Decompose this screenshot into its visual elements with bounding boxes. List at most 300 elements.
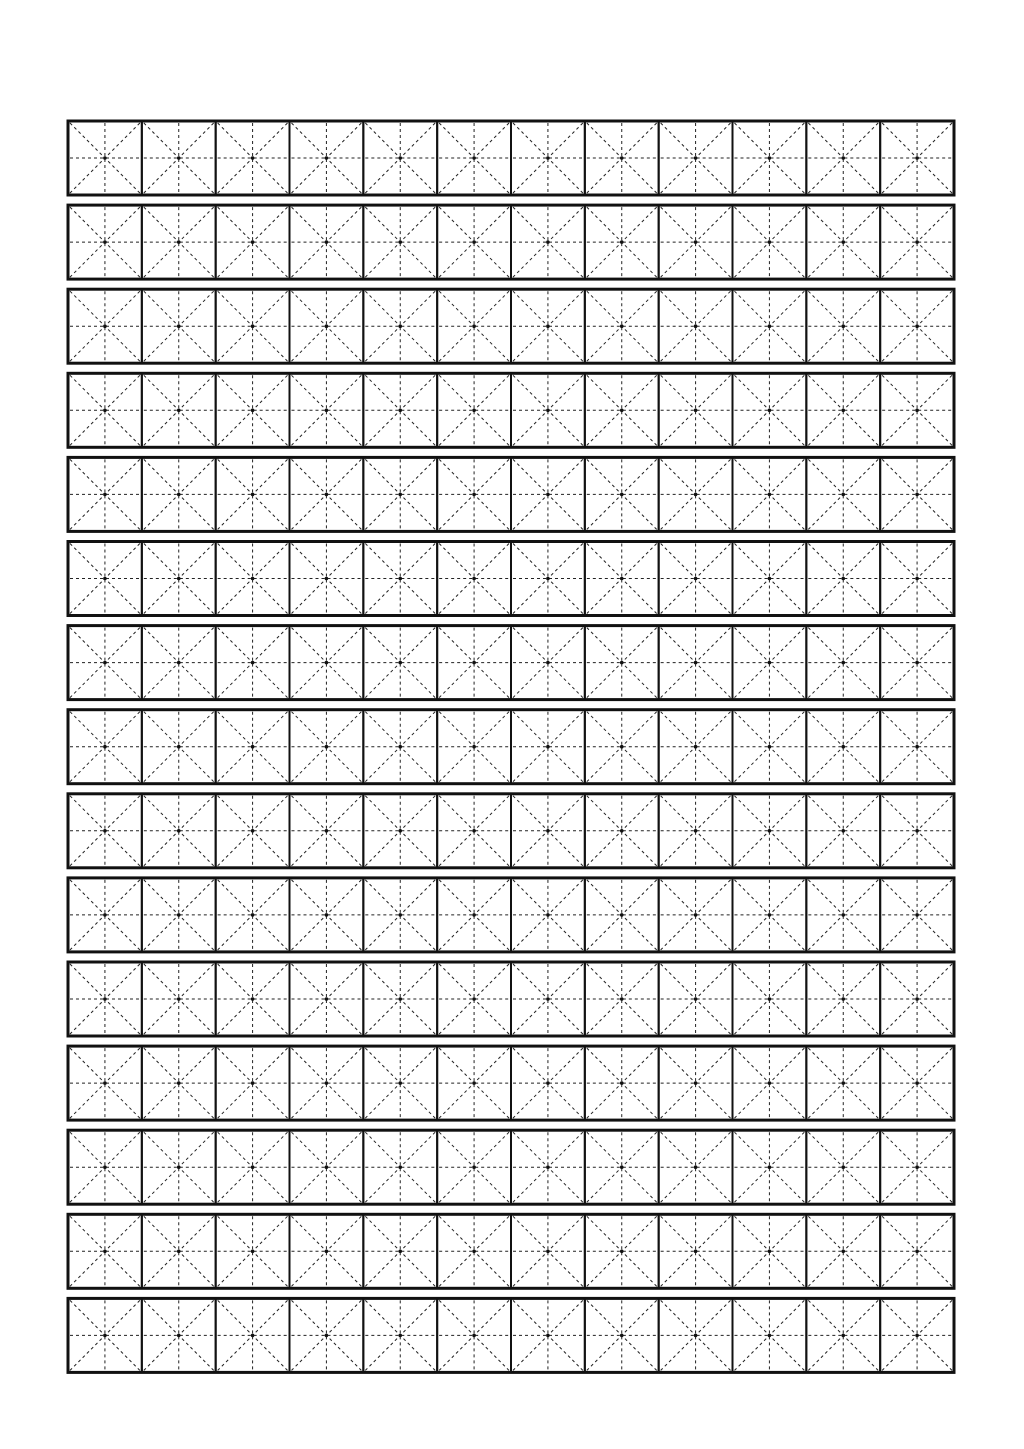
mi-cell	[290, 1130, 364, 1204]
center-dot	[768, 745, 772, 749]
center-dot	[841, 1165, 845, 1169]
mi-cell	[511, 1046, 585, 1120]
center-dot	[768, 324, 772, 328]
mi-cell	[363, 1130, 437, 1204]
center-dot	[103, 577, 107, 581]
mi-cell	[363, 626, 437, 700]
mi-cell	[659, 373, 733, 447]
mi-cell	[585, 289, 659, 363]
mi-cell	[733, 878, 807, 952]
center-dot	[694, 324, 698, 328]
center-dot	[546, 997, 550, 1001]
mi-cell	[68, 205, 142, 279]
mi-cell	[216, 878, 290, 952]
center-dot	[103, 829, 107, 833]
center-dot	[694, 1081, 698, 1085]
grid-row	[68, 121, 954, 195]
mi-cell	[806, 1214, 880, 1288]
center-dot	[177, 240, 181, 244]
mi-cell	[437, 1214, 511, 1288]
mi-cell	[806, 1130, 880, 1204]
center-dot	[546, 1081, 550, 1085]
mi-cell	[585, 542, 659, 616]
center-dot	[694, 913, 698, 917]
mi-cell	[290, 1298, 364, 1372]
center-dot	[841, 409, 845, 413]
center-dot	[251, 156, 255, 160]
center-dot	[177, 829, 181, 833]
mi-cell	[806, 710, 880, 784]
mi-cell	[880, 1046, 954, 1120]
mi-cell	[363, 1214, 437, 1288]
center-dot	[768, 661, 772, 665]
mi-cell	[437, 1046, 511, 1120]
mi-cell	[733, 626, 807, 700]
mi-cell	[290, 626, 364, 700]
mi-cell	[585, 962, 659, 1036]
center-dot	[620, 997, 624, 1001]
center-dot	[915, 493, 919, 497]
mi-cell	[363, 1298, 437, 1372]
mi-cell	[880, 710, 954, 784]
center-dot	[251, 997, 255, 1001]
mi-cell	[68, 626, 142, 700]
center-dot	[841, 1334, 845, 1338]
center-dot	[472, 997, 476, 1001]
mi-cell	[585, 626, 659, 700]
center-dot	[251, 1250, 255, 1254]
mi-cell	[68, 878, 142, 952]
mi-cell	[880, 1214, 954, 1288]
mi-cell	[585, 710, 659, 784]
mi-cell	[511, 1130, 585, 1204]
center-dot	[694, 661, 698, 665]
center-dot	[177, 661, 181, 665]
center-dot	[177, 409, 181, 413]
center-dot	[325, 1165, 329, 1169]
center-dot	[325, 156, 329, 160]
mi-cell	[659, 457, 733, 531]
mi-cell	[68, 542, 142, 616]
mi-cell	[585, 457, 659, 531]
mi-cell	[68, 962, 142, 1036]
center-dot	[915, 324, 919, 328]
mi-cell	[733, 289, 807, 363]
mi-cell	[511, 289, 585, 363]
mi-cell	[880, 626, 954, 700]
center-dot	[546, 1250, 550, 1254]
mi-cell	[733, 121, 807, 195]
mi-cell	[733, 1214, 807, 1288]
center-dot	[472, 1165, 476, 1169]
mi-cell	[511, 710, 585, 784]
mi-cell	[142, 542, 216, 616]
center-dot	[472, 1081, 476, 1085]
mi-cell	[142, 962, 216, 1036]
mi-cell	[733, 710, 807, 784]
center-dot	[915, 1081, 919, 1085]
center-dot	[251, 829, 255, 833]
center-dot	[841, 829, 845, 833]
mi-cell	[733, 542, 807, 616]
center-dot	[694, 997, 698, 1001]
mi-cell	[437, 457, 511, 531]
grid-row	[68, 373, 954, 447]
grid-row	[68, 794, 954, 868]
center-dot	[251, 577, 255, 581]
center-dot	[251, 493, 255, 497]
center-dot	[841, 1250, 845, 1254]
mi-cell	[142, 794, 216, 868]
mi-cell	[806, 962, 880, 1036]
center-dot	[398, 997, 402, 1001]
mi-cell	[68, 1214, 142, 1288]
center-dot	[546, 493, 550, 497]
mi-cell	[806, 1298, 880, 1372]
center-dot	[325, 493, 329, 497]
mi-cell	[585, 1046, 659, 1120]
mi-cell	[216, 1046, 290, 1120]
mi-cell	[142, 1298, 216, 1372]
mi-cell	[142, 205, 216, 279]
mi-cell	[290, 710, 364, 784]
center-dot	[325, 913, 329, 917]
mi-cell	[437, 373, 511, 447]
grid-row	[68, 1298, 954, 1372]
center-dot	[177, 1081, 181, 1085]
mi-cell	[68, 1298, 142, 1372]
mi-cell	[290, 1214, 364, 1288]
center-dot	[251, 1081, 255, 1085]
mi-cell	[880, 878, 954, 952]
mi-cell	[806, 878, 880, 952]
mi-cell	[290, 121, 364, 195]
center-dot	[398, 493, 402, 497]
mi-cell	[511, 794, 585, 868]
center-dot	[694, 1165, 698, 1169]
center-dot	[620, 1250, 624, 1254]
center-dot	[841, 324, 845, 328]
grid-row	[68, 457, 954, 531]
mi-cell	[880, 1298, 954, 1372]
center-dot	[546, 829, 550, 833]
mi-cell	[363, 794, 437, 868]
center-dot	[620, 1334, 624, 1338]
mi-cell	[142, 626, 216, 700]
mi-cell	[659, 289, 733, 363]
center-dot	[620, 745, 624, 749]
center-dot	[103, 661, 107, 665]
center-dot	[841, 240, 845, 244]
mi-cell	[659, 121, 733, 195]
mi-cell	[68, 1046, 142, 1120]
mi-cell	[216, 457, 290, 531]
center-dot	[325, 661, 329, 665]
center-dot	[915, 661, 919, 665]
center-dot	[694, 577, 698, 581]
mi-cell	[585, 794, 659, 868]
mi-cell	[437, 121, 511, 195]
mi-cell	[585, 121, 659, 195]
mi-cell	[511, 626, 585, 700]
center-dot	[325, 240, 329, 244]
center-dot	[841, 745, 845, 749]
center-dot	[620, 324, 624, 328]
mi-cell	[437, 878, 511, 952]
mi-cell	[437, 289, 511, 363]
grid-row	[68, 205, 954, 279]
mi-cell	[142, 710, 216, 784]
mi-cell	[363, 1046, 437, 1120]
mi-cell	[363, 878, 437, 952]
center-dot	[103, 240, 107, 244]
mi-cell	[142, 1046, 216, 1120]
center-dot	[841, 577, 845, 581]
center-dot	[325, 1334, 329, 1338]
center-dot	[915, 913, 919, 917]
center-dot	[398, 156, 402, 160]
center-dot	[177, 577, 181, 581]
center-dot	[325, 577, 329, 581]
center-dot	[915, 997, 919, 1001]
mi-cell	[68, 457, 142, 531]
mi-cell	[733, 794, 807, 868]
center-dot	[325, 745, 329, 749]
center-dot	[103, 1250, 107, 1254]
mi-cell	[290, 962, 364, 1036]
center-dot	[103, 324, 107, 328]
mi-cell	[733, 1298, 807, 1372]
mi-cell	[585, 1214, 659, 1288]
mi-cell	[511, 542, 585, 616]
center-dot	[768, 997, 772, 1001]
center-dot	[472, 913, 476, 917]
mi-cell	[733, 962, 807, 1036]
center-dot	[768, 409, 772, 413]
center-dot	[103, 156, 107, 160]
center-dot	[472, 324, 476, 328]
center-dot	[398, 661, 402, 665]
center-dot	[620, 913, 624, 917]
mi-cell	[437, 1130, 511, 1204]
center-dot	[398, 1165, 402, 1169]
center-dot	[103, 1081, 107, 1085]
center-dot	[768, 156, 772, 160]
mi-cell	[511, 1298, 585, 1372]
center-dot	[251, 324, 255, 328]
center-dot	[915, 240, 919, 244]
mi-cell	[142, 1130, 216, 1204]
mi-cell	[363, 962, 437, 1036]
center-dot	[398, 240, 402, 244]
mi-cell	[142, 289, 216, 363]
center-dot	[620, 1081, 624, 1085]
center-dot	[325, 1081, 329, 1085]
mi-cell	[511, 205, 585, 279]
center-dot	[915, 409, 919, 413]
mi-cell	[659, 878, 733, 952]
center-dot	[546, 1165, 550, 1169]
mi-cell	[585, 205, 659, 279]
center-dot	[620, 829, 624, 833]
center-dot	[103, 1165, 107, 1169]
center-dot	[768, 1334, 772, 1338]
mi-cell	[216, 289, 290, 363]
center-dot	[915, 156, 919, 160]
mi-cell	[806, 1046, 880, 1120]
grid-row	[68, 1046, 954, 1120]
grid-row	[68, 542, 954, 616]
center-dot	[472, 1334, 476, 1338]
mi-cell	[68, 289, 142, 363]
mi-cell	[659, 205, 733, 279]
center-dot	[103, 745, 107, 749]
center-dot	[620, 1165, 624, 1169]
mi-cell	[363, 457, 437, 531]
mi-cell	[216, 710, 290, 784]
center-dot	[841, 661, 845, 665]
mi-cell	[585, 1130, 659, 1204]
grid-row	[68, 710, 954, 784]
center-dot	[841, 913, 845, 917]
center-dot	[768, 1250, 772, 1254]
center-dot	[546, 240, 550, 244]
center-dot	[398, 577, 402, 581]
mi-cell	[363, 121, 437, 195]
center-dot	[398, 324, 402, 328]
center-dot	[915, 1165, 919, 1169]
center-dot	[694, 1334, 698, 1338]
center-dot	[398, 1334, 402, 1338]
grid-row	[68, 289, 954, 363]
center-dot	[546, 913, 550, 917]
mi-cell	[880, 373, 954, 447]
mi-cell	[363, 542, 437, 616]
mi-cell	[511, 878, 585, 952]
mi-cell	[216, 962, 290, 1036]
center-dot	[768, 240, 772, 244]
mi-cell	[216, 373, 290, 447]
center-dot	[546, 577, 550, 581]
mi-cell	[880, 205, 954, 279]
mi-cell	[659, 710, 733, 784]
center-dot	[620, 577, 624, 581]
center-dot	[103, 997, 107, 1001]
mi-cell	[733, 373, 807, 447]
center-dot	[768, 577, 772, 581]
mi-cell	[363, 710, 437, 784]
center-dot	[915, 1334, 919, 1338]
mi-cell	[659, 1214, 733, 1288]
mi-cell	[216, 794, 290, 868]
mi-cell	[880, 542, 954, 616]
center-dot	[325, 324, 329, 328]
center-dot	[915, 745, 919, 749]
mi-cell	[806, 794, 880, 868]
mi-cell	[511, 373, 585, 447]
mi-cell	[880, 794, 954, 868]
center-dot	[398, 1250, 402, 1254]
center-dot	[620, 493, 624, 497]
mi-cell	[733, 1130, 807, 1204]
mi-cell	[585, 878, 659, 952]
mi-cell	[806, 542, 880, 616]
center-dot	[177, 745, 181, 749]
mi-cell	[290, 542, 364, 616]
mi-cell	[733, 457, 807, 531]
center-dot	[472, 745, 476, 749]
center-dot	[546, 156, 550, 160]
mi-cell	[806, 457, 880, 531]
mi-cell	[733, 1046, 807, 1120]
mi-cell	[659, 794, 733, 868]
center-dot	[103, 493, 107, 497]
center-dot	[103, 409, 107, 413]
mi-cell	[290, 794, 364, 868]
mi-cell	[880, 289, 954, 363]
center-dot	[251, 240, 255, 244]
center-dot	[694, 409, 698, 413]
center-dot	[546, 661, 550, 665]
center-dot	[177, 493, 181, 497]
center-dot	[841, 1081, 845, 1085]
mi-cell	[216, 1130, 290, 1204]
mi-cell	[806, 205, 880, 279]
center-dot	[325, 829, 329, 833]
center-dot	[546, 409, 550, 413]
center-dot	[177, 1165, 181, 1169]
mi-cell	[659, 542, 733, 616]
mi-cell	[290, 289, 364, 363]
center-dot	[694, 240, 698, 244]
center-dot	[694, 745, 698, 749]
mi-cell	[511, 1214, 585, 1288]
center-dot	[472, 240, 476, 244]
mi-cell	[216, 205, 290, 279]
center-dot	[620, 661, 624, 665]
mi-cell	[511, 457, 585, 531]
center-dot	[694, 829, 698, 833]
mi-cell	[290, 457, 364, 531]
mi-cell	[216, 542, 290, 616]
mi-cell	[437, 794, 511, 868]
mi-cell	[659, 626, 733, 700]
mi-cell	[68, 794, 142, 868]
center-dot	[251, 409, 255, 413]
center-dot	[915, 577, 919, 581]
mi-cell	[68, 373, 142, 447]
center-dot	[251, 745, 255, 749]
center-dot	[694, 1250, 698, 1254]
center-dot	[768, 1165, 772, 1169]
center-dot	[103, 913, 107, 917]
mi-cell	[290, 205, 364, 279]
center-dot	[694, 493, 698, 497]
center-dot	[472, 1250, 476, 1254]
center-dot	[472, 493, 476, 497]
center-dot	[398, 829, 402, 833]
grid-row	[68, 1214, 954, 1288]
mi-cell	[437, 626, 511, 700]
mi-cell	[142, 373, 216, 447]
center-dot	[325, 409, 329, 413]
mi-cell	[806, 626, 880, 700]
mi-cell	[363, 205, 437, 279]
center-dot	[841, 493, 845, 497]
grid-row	[68, 1130, 954, 1204]
center-dot	[841, 156, 845, 160]
mi-cell	[216, 626, 290, 700]
